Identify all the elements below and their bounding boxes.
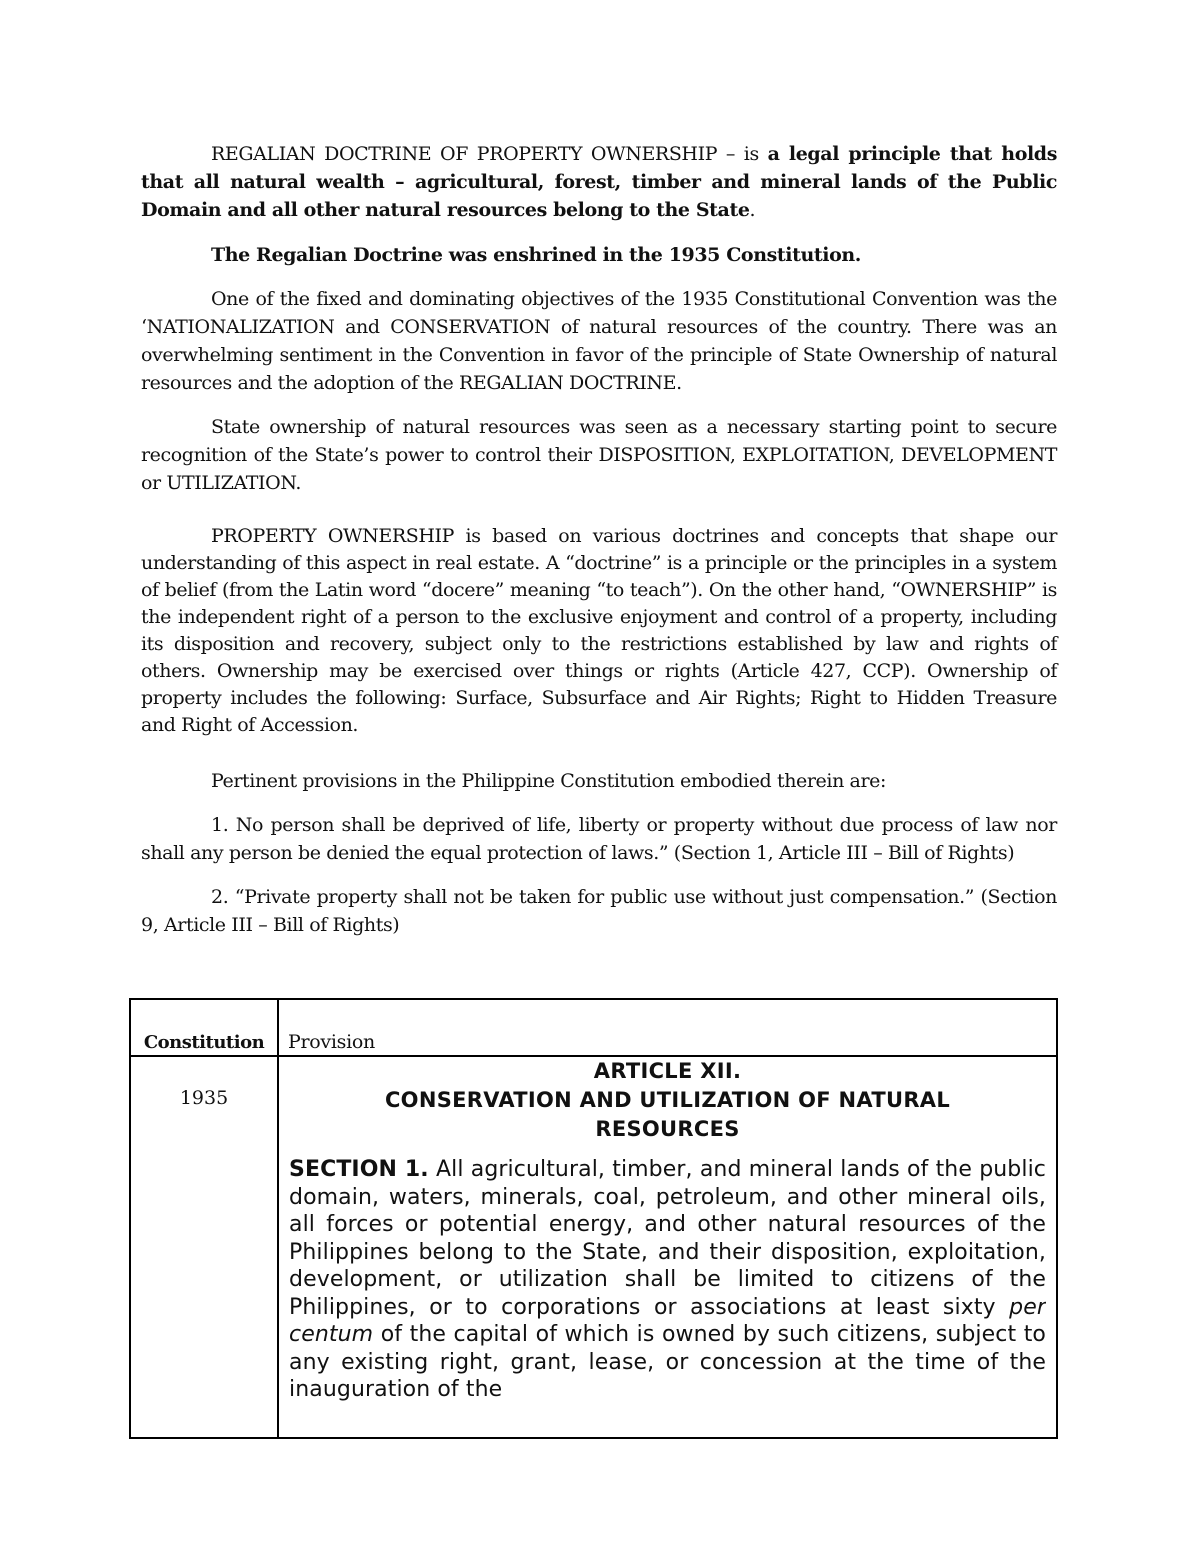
header-constitution-label: Constitution xyxy=(143,1032,265,1053)
paragraph-state-ownership: State ownership of natural resources was seen as a necessary starting point to secure recognition of the State’s power to control their DISPOSITION, EXPLOITATION, DEVELOPMENT or UTILIZATION. xyxy=(141,416,1057,494)
header-provision xyxy=(278,999,1057,1056)
paragraph-enshrined: The Regalian Doctrine was enshrined in the 1935 Constitution. xyxy=(211,244,861,266)
section-1-text xyxy=(289,1156,1046,1401)
provision-item-1: 1. No person shall be deprived of life, liberty or property without due process of law nor shall any person be denied the equal protection of laws.” (Section 1, Article III – Bill of Rights) xyxy=(141,814,1057,864)
regalian-intro: REGALIAN DOCTRINE OF PROPERTY OWNERSHIP – is xyxy=(211,143,768,165)
header-provision-label: Provision xyxy=(288,1031,375,1053)
article-number: ARTICLE XII. xyxy=(593,1059,742,1083)
provision-item-2: 2. “Private property shall not be taken for public use without just compensation.” (Section 9, Article III – Bill of Rights) xyxy=(141,886,1057,936)
regalian-definition-bold: a legal principle that holds that all natural wealth – agricultural, forest, timber and mineral lands of the Public Domain and all other natural resources belong to the State xyxy=(141,143,1057,221)
article-title-line2: RESOURCES xyxy=(595,1117,740,1141)
section-text-part-b: of the capital of which is owned by such citizens, subject to any existing right, grant, lease, or concession at the time of the inauguration of the xyxy=(289,1322,1046,1401)
provision-cell xyxy=(278,1056,1057,1438)
paragraph-property-ownership: PROPERTY OWNERSHIP is based on various doctrines and concepts that shape our understanding of this aspect in real estate. A “doctrine” is a principle or the principles in a system of belief (from the Latin word “docere” meaning “to teach”). On the other hand, “OWNERSHIP” is the independent right of a person to the exclusive enjoyment and control of a property, including its disposition and recovery, subject only to the restrictions established by law and rights of others. Ownership may be exercised over things or rights (Article 427, CCP). Ownership of property includes the following: Surface, Subsurface and Air Rights; Right to Hidden Treasure and Right of Accession. xyxy=(141,525,1057,736)
article-title-line1: CONSERVATION AND UTILIZATION OF NATURAL xyxy=(384,1088,951,1112)
table-header-row xyxy=(130,999,1057,1056)
document-body xyxy=(141,140,1057,939)
table-row xyxy=(130,1056,1057,1438)
section-text-part-a: All agricultural, timber, and mineral lands of the public domain, waters, minerals, coal, petroleum, and other mineral oils, all forces or potential energy, and other natural resources of the Philippines belong to the State, and their disposition, exploitation, development, or utilization shall be limited to citizens of the Philippines, or to corporations or associations at least sixty xyxy=(289,1157,1046,1320)
regalian-end: . xyxy=(749,199,756,221)
paragraph-pertinent-provisions: Pertinent provisions in the Philippine Constitution embodied therein are: xyxy=(211,770,887,792)
section-italic-term: per centum xyxy=(289,1294,1046,1347)
paragraph-objectives: One of the fixed and dominating objectives of the 1935 Constitutional Convention was the ‘NATIONALIZATION and CONSERVATION of natural resources of the country. There was an overwhelming sentiment in the Convention in favor of the principle of State Ownership of natural resources and the adoption of the REGALIAN DOCTRINE. xyxy=(141,288,1057,394)
provisions-table xyxy=(129,998,1058,1439)
article-heading xyxy=(289,1057,1046,1144)
paragraph-regalian-definition xyxy=(141,140,1057,224)
year-cell: 1935 xyxy=(130,1056,278,1438)
section-label: SECTION 1. xyxy=(289,1157,429,1182)
header-constitution xyxy=(130,999,278,1056)
